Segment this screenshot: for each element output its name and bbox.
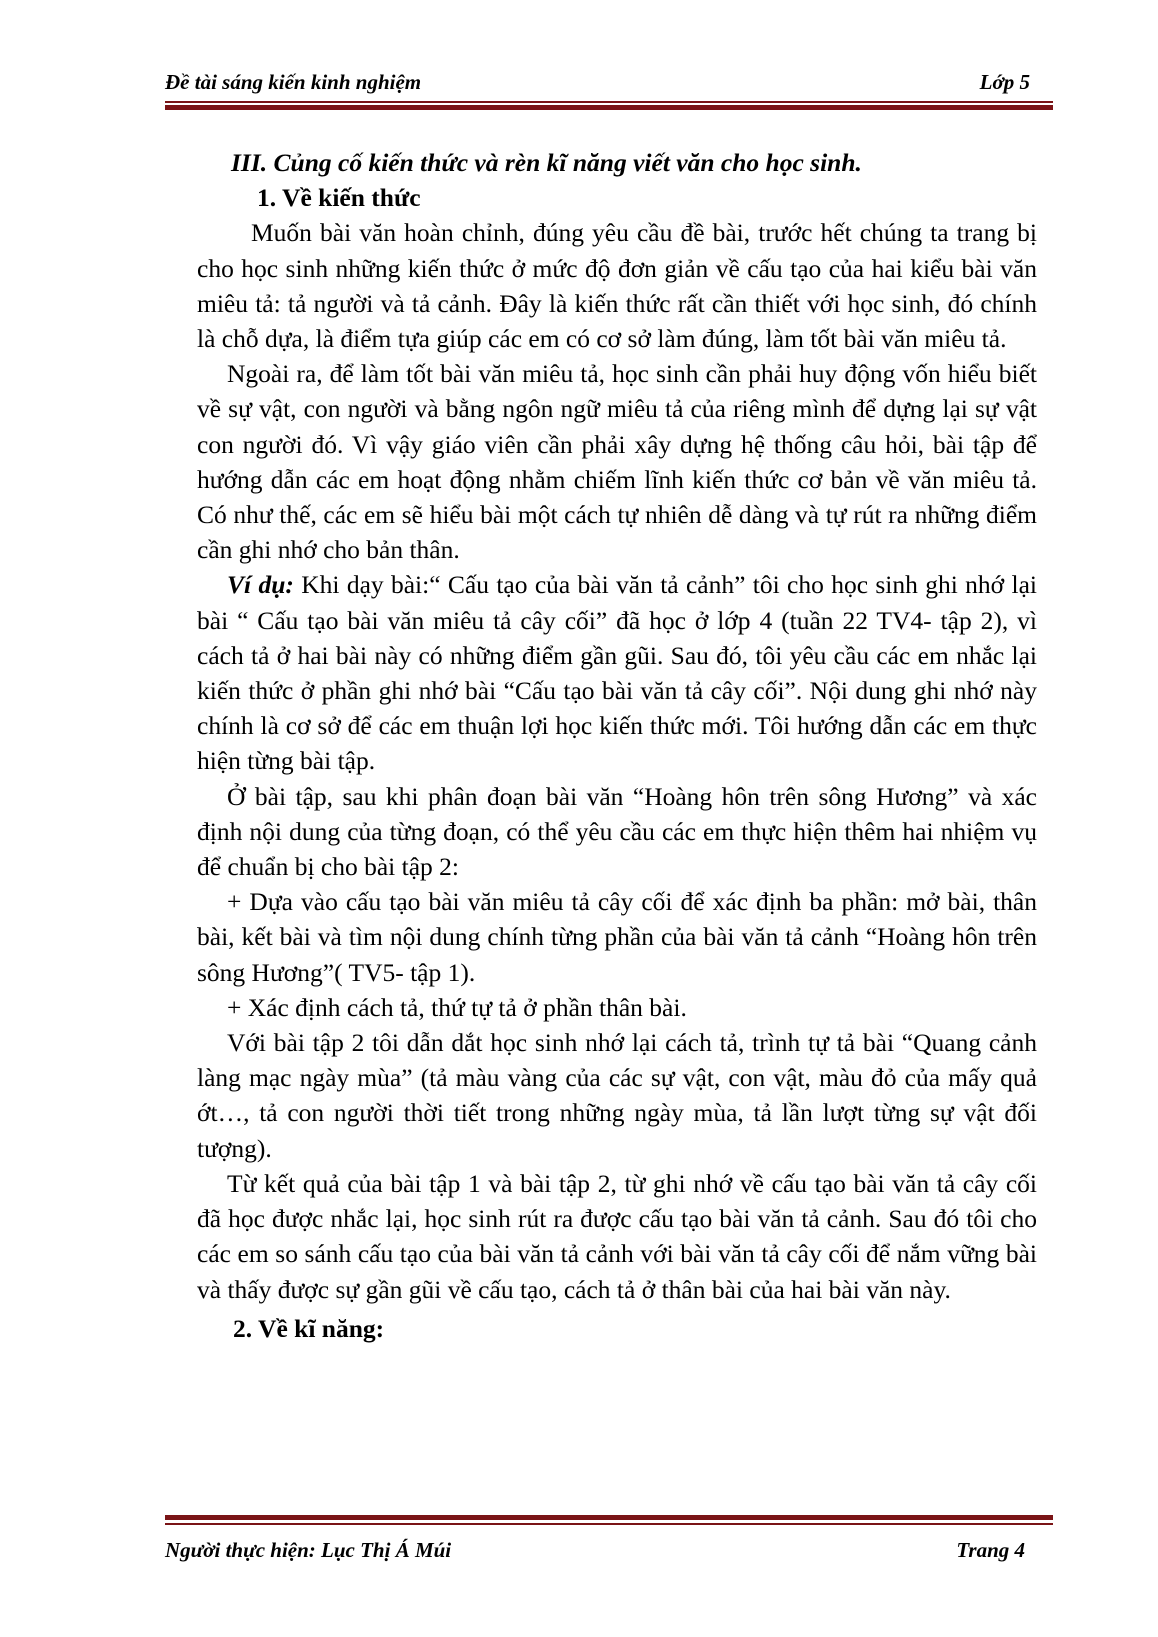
header-rule-thick <box>165 105 1053 110</box>
header-rule-thin <box>165 101 1053 103</box>
footer-author: Người thực hiện: Lục Thị Á Múi <box>165 1538 452 1562</box>
page-body <box>197 145 1037 1346</box>
paragraph-8: Từ kết quả của bài tập 1 và bài tập 2, từ ghi nhớ về cấu tạo bài văn tả cây cối đã học được nhắc lại, học sinh rút ra được cấu tạo bài văn tả cảnh. Sau đó tôi cho các em so sánh cấu tạo của bài văn tả cảnh với bài văn tả cây cối để nắm vững bài và thấy được sự gần gũi về cấu tạo, cách tả ở thân bài của hai bài văn này. <box>197 1168 1037 1304</box>
paragraph-3-text: Khi dạy bài:“ Cấu tạo của bài văn tả cảnh” tôi cho học sinh ghi nhớ lại bài “ Cấu tạo bài văn miêu tả cây cối” đã học ở lớp 4 (tuần 22 TV4- tập 2), vì cách tả ở hai bài này có những điểm gần gũi. Sau đó, tôi yêu cầu các em nhắc lại kiến thức ở phần ghi nhớ bài “Cấu tạo bài văn tả cây cối”. Nội dung ghi nhớ này chính là cơ sở để các em thuận lợi học kiến thức mới. Tôi hướng dẫn các em thực hiện từng bài tập. <box>197 570 1037 776</box>
example-label: Ví dụ: <box>227 570 294 600</box>
header-title: Đề tài sáng kiến kinh nghiệm <box>165 70 422 94</box>
page-footer <box>165 1538 1040 1566</box>
paragraph-3 <box>197 567 1037 778</box>
subsection-title-knowledge: 1. Về kiến thức <box>257 183 421 213</box>
paragraph-6: + Xác định cách tả, thứ tự tả ở phần thân bài. <box>227 992 687 1022</box>
header-grade: Lớp 5 <box>979 70 1030 94</box>
paragraph-5: + Dựa vào cấu tạo bài văn miêu tả cây cối để xác định ba phần: mở bài, thân bài, kết bài và tìm nội dung chính từng phần của bài văn tả cảnh “Hoàng hôn trên sông Hương”( TV5- tập 1). <box>197 887 1037 987</box>
section-title: III. Củng cố kiến thức và rèn kĩ năng viết văn cho học sinh. <box>231 148 862 177</box>
subsection-title-skills: 2. Về kĩ năng: <box>233 1313 385 1343</box>
paragraph-4: Ở bài tập, sau khi phân đoạn bài văn “Hoàng hôn trên sông Hương” và xác định nội dung của từng đoạn, có thể yêu cầu các em thực hiện thêm hai nhiệm vụ để chuẩn bị cho bài tập 2: <box>197 781 1037 882</box>
paragraph-1: Muốn bài văn hoàn chỉnh, đúng yêu cầu đề bài, trước hết chúng ta trang bị cho học sinh những kiến thức ở mức độ đơn giản về cấu tạo của hai kiểu bài văn miêu tả: tả người và tả cảnh. Đây là kiến thức rất cần thiết với học sinh, đó chính là chỗ dựa, là điểm tựa giúp các em có cơ sở làm đúng, làm tốt bài văn miêu tả. <box>197 218 1037 354</box>
paragraph-2: Ngoài ra, để làm tốt bài văn miêu tả, học sinh cần phải huy động vốn hiểu biết về sự vật, con người và bằng ngôn ngữ miêu tả của riêng mình để dựng lại sự vật con người đó. Vì vậy giáo viên cần phải xây dựng hệ thống câu hỏi, bài tập để hướng dẫn các em hoạt động nhằm chiếm lĩnh kiến thức cơ bản về văn miêu tả. Có như thế, các em sẽ hiểu bài một cách tự nhiên dễ dàng và tự rút ra những điểm cần ghi nhớ cho bản thân. <box>197 359 1037 565</box>
footer-page-number: Trang 4 <box>956 1538 1025 1562</box>
footer-rule-thick <box>165 1515 1053 1520</box>
footer-rule-thin <box>165 1523 1053 1525</box>
page-header <box>165 70 1040 98</box>
paragraph-7: Với bài tập 2 tôi dẫn dắt học sinh nhớ lại cách tả, trình tự tả bài “Quang cảnh làng mạc ngày mùa” (tả màu vàng của các sự vật, con vật, màu đỏ của mấy quả ớt…, tả con người thời tiết trong những ngày mùa, tả lần lượt từng sự vật đối tượng). <box>197 1028 1037 1163</box>
